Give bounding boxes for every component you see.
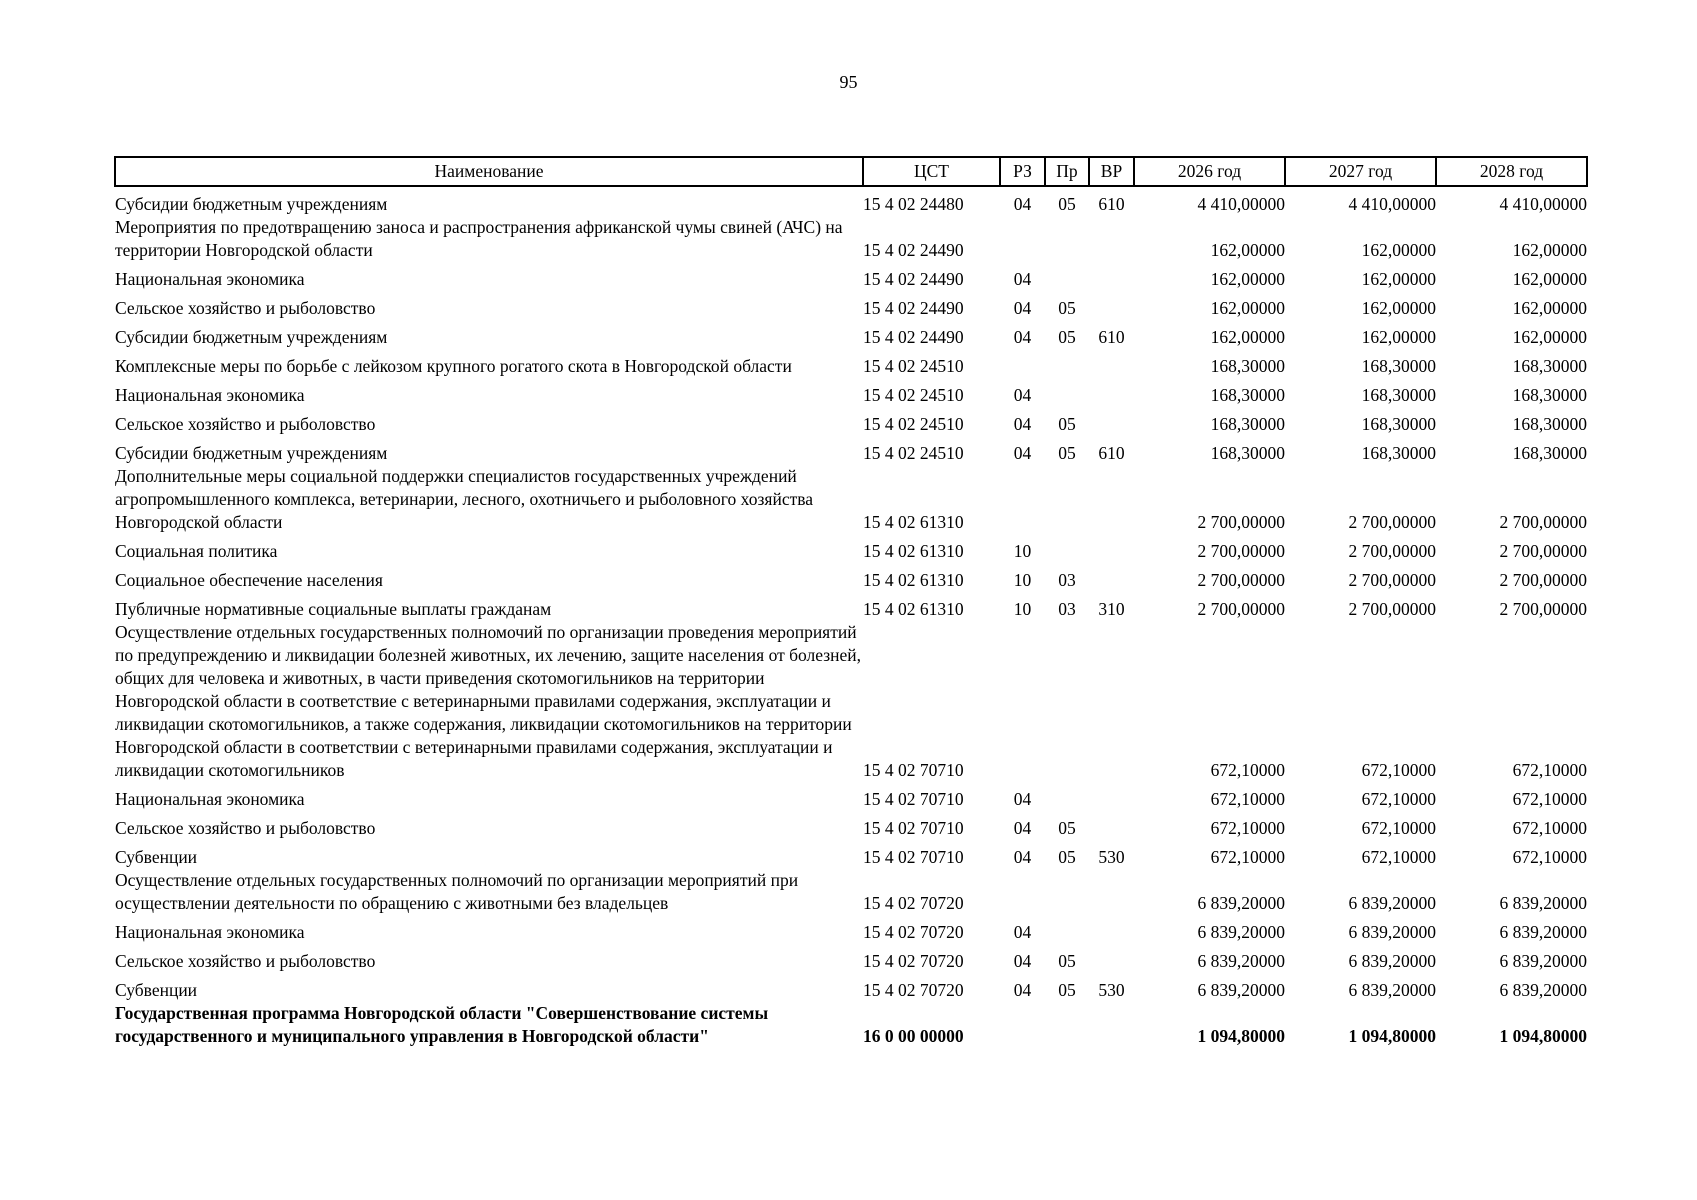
row-value-2026: 162,00000 [1210,269,1285,289]
row-name: Сельское хозяйство и рыболовство [115,298,376,318]
row-vr [1089,291,1134,320]
row-rz [1000,1002,1045,1048]
row-pr [1045,621,1089,782]
row-vr [1089,465,1134,534]
row-value-2026: 6 839,20000 [1197,893,1285,913]
row-rz: 04 [1013,951,1032,971]
row-value-2026: 1 094,80000 [1197,1026,1285,1046]
header-vr: ВР [1089,157,1134,186]
row-value-2027: 2 700,00000 [1348,512,1436,532]
row-vr [1089,869,1134,915]
row-name: Социальная политика [115,541,278,561]
row-name: Сельское хозяйство и рыболовство [115,414,376,434]
row-name: Национальная экономика [115,789,305,809]
row-value-2027: 2 700,00000 [1348,570,1436,590]
row-value-2028: 168,30000 [1512,385,1587,405]
row-cst: 15 4 02 24490 [863,298,964,318]
table-row [115,944,1587,973]
row-value-2028: 2 700,00000 [1499,541,1587,561]
table-body [115,186,1587,1048]
row-vr: 610 [1098,443,1125,463]
table-row [115,216,1587,262]
header-2027: 2027 год [1285,157,1436,186]
row-name: Субсидии бюджетным учреждениям [115,327,388,347]
row-cst: 15 4 02 61310 [863,541,964,561]
row-value-2026: 672,10000 [1210,847,1285,867]
row-name: Государственная программа Новгородской области "Совершенствование системы государственного и муниципального управления в Новгородской области" [115,1003,769,1046]
row-name: Сельское хозяйство и рыболовство [115,951,376,971]
row-name: Субсидии бюджетным учреждениям [115,194,388,214]
table-row [115,915,1587,944]
row-value-2027: 162,00000 [1361,298,1436,318]
row-pr [1045,782,1089,811]
table-row [115,291,1587,320]
row-value-2026: 168,30000 [1210,385,1285,405]
row-cst: 15 4 02 61310 [863,570,964,590]
row-value-2028: 1 094,80000 [1499,1026,1587,1046]
row-value-2027: 168,30000 [1361,443,1436,463]
table-row [115,563,1587,592]
table-row [115,782,1587,811]
row-name: Сельское хозяйство и рыболовство [115,818,376,838]
row-value-2028: 672,10000 [1512,760,1587,780]
row-value-2028: 168,30000 [1512,414,1587,434]
row-value-2026: 6 839,20000 [1197,922,1285,942]
row-name: Осуществление отдельных государственных полномочий по организации мероприятий при осуществлении деятельности по обращению с животными без владельцев [115,870,799,913]
row-value-2027: 168,30000 [1361,356,1436,376]
row-value-2028: 6 839,20000 [1499,951,1587,971]
row-pr [1045,216,1089,262]
row-pr [1045,349,1089,378]
row-cst: 15 4 02 70710 [863,818,964,838]
header-rz: РЗ [1000,157,1045,186]
row-value-2026: 6 839,20000 [1197,980,1285,1000]
row-value-2027: 2 700,00000 [1348,541,1436,561]
row-value-2028: 6 839,20000 [1499,893,1587,913]
row-cst: 15 4 02 24510 [863,443,964,463]
row-rz: 04 [1013,980,1032,1000]
row-vr [1089,915,1134,944]
row-value-2026: 2 700,00000 [1197,541,1285,561]
row-name: Комплексные меры по борьбе с лейкозом крупного рогатого скота в Новгородской области [115,356,792,376]
row-pr [1045,1002,1089,1048]
row-value-2028: 168,30000 [1512,356,1587,376]
row-value-2028: 6 839,20000 [1499,980,1587,1000]
row-value-2027: 1 094,80000 [1348,1026,1436,1046]
row-value-2026: 4 410,00000 [1197,194,1285,214]
row-pr: 05 [1058,298,1076,318]
header-name: Наименование [115,157,863,186]
row-pr: 05 [1058,818,1076,838]
table-row [115,869,1587,915]
row-pr: 03 [1058,570,1076,590]
row-cst: 15 4 02 70720 [863,893,964,913]
row-pr: 05 [1058,327,1076,347]
row-vr: 530 [1098,980,1125,1000]
row-pr: 05 [1058,194,1076,214]
table-row [115,407,1587,436]
table-header-row [115,157,1587,186]
table-row [115,320,1587,349]
row-vr [1089,811,1134,840]
row-cst: 15 4 02 24490 [863,269,964,289]
row-cst: 15 4 02 24510 [863,414,964,434]
row-vr [1089,944,1134,973]
row-value-2026: 672,10000 [1210,789,1285,809]
row-value-2028: 162,00000 [1512,298,1587,318]
row-value-2028: 4 410,00000 [1499,194,1587,214]
row-name: Национальная экономика [115,385,305,405]
row-vr [1089,349,1134,378]
row-pr: 05 [1058,847,1076,867]
row-value-2028: 162,00000 [1512,240,1587,260]
row-value-2028: 162,00000 [1512,269,1587,289]
row-name: Субвенции [115,980,198,1000]
row-value-2027: 168,30000 [1361,385,1436,405]
row-value-2027: 672,10000 [1361,847,1436,867]
row-value-2026: 168,30000 [1210,443,1285,463]
row-rz: 04 [1013,298,1032,318]
row-value-2028: 2 700,00000 [1499,599,1587,619]
row-name: Субвенции [115,847,198,867]
row-pr [1045,534,1089,563]
row-cst: 16 0 00 00000 [863,1026,964,1046]
row-value-2026: 672,10000 [1210,760,1285,780]
row-value-2026: 162,00000 [1210,240,1285,260]
row-rz: 04 [1013,327,1032,347]
table-row [115,534,1587,563]
row-name: Мероприятия по предотвращению заноса и распространения африканской чумы свиней (АЧС) на территории Новгородской области [115,217,843,260]
row-cst: 15 4 02 61310 [863,512,964,532]
row-value-2026: 2 700,00000 [1197,512,1285,532]
row-value-2027: 6 839,20000 [1348,922,1436,942]
table-row [115,349,1587,378]
page-number: 95 [839,72,858,92]
row-name: Социальное обеспечение населения [115,570,383,590]
row-name: Национальная экономика [115,922,305,942]
row-cst: 15 4 02 70710 [863,847,964,867]
row-rz: 04 [1013,414,1032,434]
row-cst: 15 4 02 24480 [863,194,964,214]
row-rz: 10 [1013,599,1032,619]
row-pr [1045,378,1089,407]
row-name: Осуществление отдельных государственных полномочий по организации проведения мероприятий по предупреждению и ликвидации болезней животных, их лечению, защите населения от болезней, общих для человека и животных, в части приведения скотомогильников на территории Новгородской области в соответствие с ветеринарными правилами содержания, эксплуатации и ликвидации скотомогильников, а также содержания, ликвидации скотомогильников на территории Новгородской области в соответствии с ветеринарными правилами содержания, эксплуатации и ликвидации скотомогильников [115,622,862,780]
row-rz: 04 [1013,385,1032,405]
row-cst: 15 4 02 24510 [863,356,964,376]
row-rz [1000,869,1045,915]
row-pr: 05 [1058,414,1076,434]
row-pr [1045,869,1089,915]
row-vr [1089,563,1134,592]
row-value-2028: 672,10000 [1512,818,1587,838]
row-value-2027: 162,00000 [1361,327,1436,347]
row-vr: 610 [1098,194,1125,214]
row-vr [1089,1002,1134,1048]
row-vr [1089,534,1134,563]
row-name: Национальная экономика [115,269,305,289]
row-vr: 610 [1098,327,1125,347]
row-value-2028: 672,10000 [1512,789,1587,809]
row-value-2028: 162,00000 [1512,327,1587,347]
row-value-2028: 6 839,20000 [1499,922,1587,942]
row-rz [1000,216,1045,262]
row-value-2028: 2 700,00000 [1499,570,1587,590]
row-value-2028: 672,10000 [1512,847,1587,867]
row-value-2027: 672,10000 [1361,818,1436,838]
row-value-2026: 672,10000 [1210,818,1285,838]
table-row [115,436,1587,465]
row-value-2026: 162,00000 [1210,298,1285,318]
header-2028: 2028 год [1436,157,1587,186]
row-pr: 05 [1058,443,1076,463]
table-row [115,1002,1587,1048]
table-row [115,973,1587,1002]
row-rz: 10 [1013,541,1032,561]
header-cst: ЦСТ [863,157,1000,186]
row-pr: 05 [1058,980,1076,1000]
budget-table [114,156,1588,1048]
row-value-2027: 672,10000 [1361,760,1436,780]
row-value-2027: 162,00000 [1361,269,1436,289]
row-value-2027: 168,30000 [1361,414,1436,434]
row-rz: 04 [1013,443,1032,463]
row-cst: 15 4 02 61310 [863,599,964,619]
table-row [115,621,1587,782]
row-rz [1000,349,1045,378]
row-value-2027: 162,00000 [1361,240,1436,260]
row-vr [1089,621,1134,782]
table-row [115,840,1587,869]
row-value-2026: 6 839,20000 [1197,951,1285,971]
row-cst: 15 4 02 24510 [863,385,964,405]
row-rz: 04 [1013,194,1032,214]
row-value-2028: 2 700,00000 [1499,512,1587,532]
row-cst: 15 4 02 24490 [863,240,964,260]
row-cst: 15 4 02 70710 [863,760,964,780]
row-rz: 04 [1013,269,1032,289]
row-value-2027: 6 839,20000 [1348,980,1436,1000]
row-vr: 310 [1098,599,1125,619]
row-rz: 04 [1013,922,1032,942]
row-value-2026: 168,30000 [1210,414,1285,434]
row-pr [1045,465,1089,534]
row-name: Дополнительные меры социальной поддержки специалистов государственных учреждений агропромышленного комплекса, ветеринарии, лесного, охотничьего и рыболовного хозяйства Новгородской области [115,466,814,532]
row-rz: 04 [1013,818,1032,838]
row-pr [1045,915,1089,944]
row-vr [1089,782,1134,811]
row-vr: 530 [1098,847,1125,867]
row-cst: 15 4 02 70720 [863,951,964,971]
row-rz: 04 [1013,789,1032,809]
row-value-2028: 168,30000 [1512,443,1587,463]
table-row [115,378,1587,407]
row-value-2027: 4 410,00000 [1348,194,1436,214]
row-pr [1045,262,1089,291]
row-value-2027: 6 839,20000 [1348,951,1436,971]
row-rz [1000,621,1045,782]
row-cst: 15 4 02 24490 [863,327,964,347]
row-value-2026: 2 700,00000 [1197,599,1285,619]
row-pr: 03 [1058,599,1076,619]
table-row [115,186,1587,216]
row-value-2026: 2 700,00000 [1197,570,1285,590]
row-rz: 10 [1013,570,1032,590]
row-value-2027: 2 700,00000 [1348,599,1436,619]
table-row [115,592,1587,621]
row-value-2026: 162,00000 [1210,327,1285,347]
row-vr [1089,262,1134,291]
row-vr [1089,407,1134,436]
row-cst: 15 4 02 70710 [863,789,964,809]
row-vr [1089,378,1134,407]
row-vr [1089,216,1134,262]
header-pr: Пр [1045,157,1089,186]
table-row [115,465,1587,534]
row-cst: 15 4 02 70720 [863,922,964,942]
row-name: Субсидии бюджетным учреждениям [115,443,388,463]
table-row [115,262,1587,291]
row-pr: 05 [1058,951,1076,971]
row-value-2027: 6 839,20000 [1348,893,1436,913]
row-value-2027: 672,10000 [1361,789,1436,809]
table-row [115,811,1587,840]
row-cst: 15 4 02 70720 [863,980,964,1000]
row-rz: 04 [1013,847,1032,867]
row-value-2026: 168,30000 [1210,356,1285,376]
row-rz [1000,465,1045,534]
header-2026: 2026 год [1134,157,1285,186]
row-name: Публичные нормативные социальные выплаты гражданам [115,599,552,619]
